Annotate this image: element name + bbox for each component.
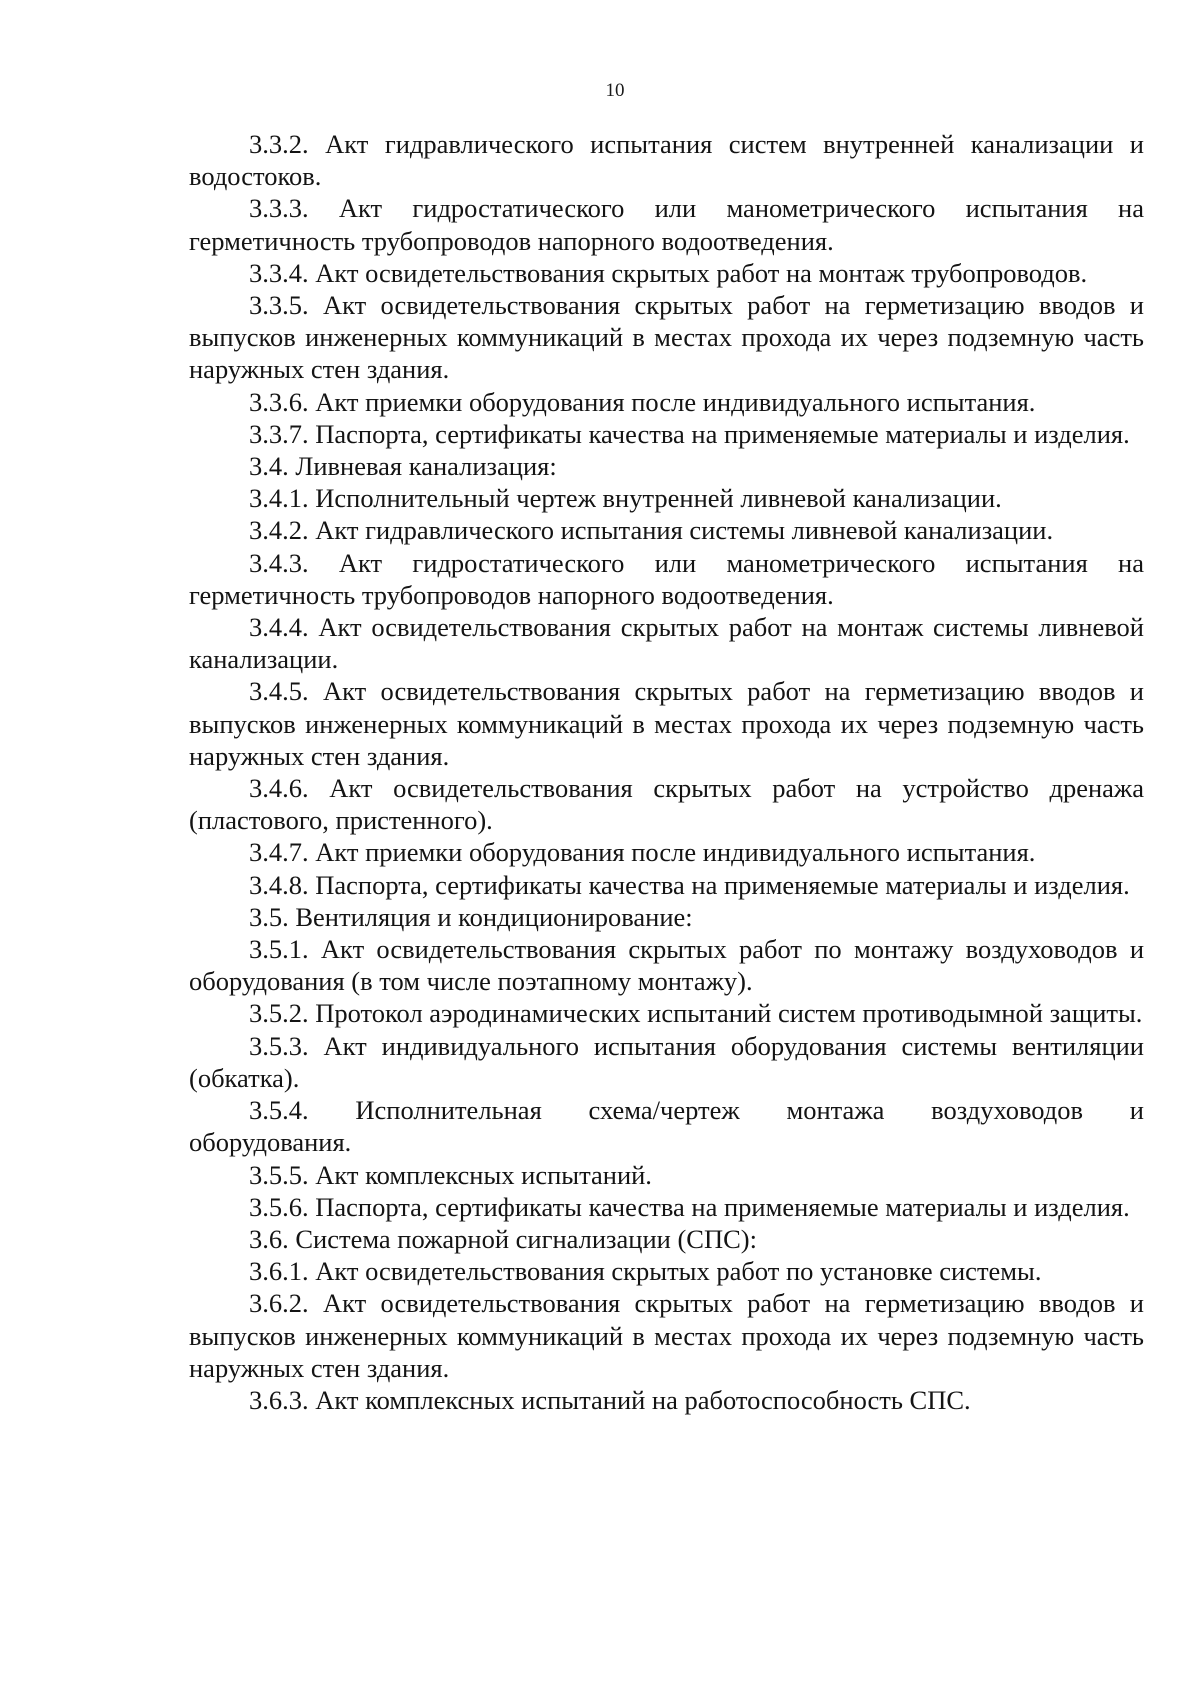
- paragraph-3-5-6: 3.5.6. Паспорта, сертификаты качества на применяемые материалы и изделия.: [249, 1191, 1130, 1222]
- paragraph-3-4-6: 3.4.6. Акт освидетельствования скрытых работ на устройство дренажа (пластового, пристенного).: [189, 773, 1144, 836]
- paragraph-3-5-4: 3.5.4. Исполнительная схема/чертеж монтажа воздуховодов и оборудования.: [189, 1095, 1144, 1158]
- paragraph-3-5-5: 3.5.5. Акт комплексных испытаний.: [249, 1159, 652, 1190]
- paragraph-3-6-3: 3.6.3. Акт комплексных испытаний на работоспособность СПС.: [249, 1384, 971, 1415]
- paragraph-3-4-4: 3.4.4. Акт освидетельствования скрытых работ на монтаж системы ливневой канализации.: [189, 612, 1144, 675]
- paragraph-3-4-5: 3.4.5. Акт освидетельствования скрытых работ на герметизацию вводов и выпусков инженерных коммуникаций в местах прохода их через подземную часть наружных стен здания.: [189, 676, 1144, 771]
- paragraph-3-4-2: 3.4.2. Акт гидравлического испытания системы ливневой канализации.: [249, 515, 1054, 546]
- paragraph-3-5-2: 3.5.2. Протокол аэродинамических испытаний систем противодымной защиты.: [249, 998, 1143, 1029]
- paragraph-3-4-7: 3.4.7. Акт приемки оборудования после индивидуального испытания.: [249, 837, 1036, 868]
- paragraph-3-4-3: 3.4.3. Акт гидростатического или манометрического испытания на герметичность трубопроводов напорного водоотведения.: [189, 547, 1144, 610]
- document-body: [189, 128, 1144, 1416]
- paragraph-3-5-1: 3.5.1. Акт освидетельствования скрытых работ по монтажу воздуховодов и оборудования (в том числе поэтапному монтажу).: [189, 934, 1144, 997]
- paragraph-3-3-5: 3.3.5. Акт освидетельствования скрытых работ на герметизацию вводов и выпусков инженерных коммуникаций в местах прохода их через подземную часть наружных стен здания.: [189, 290, 1144, 385]
- section-heading-3-5: 3.5. Вентиляция и кондиционирование:: [249, 901, 693, 932]
- paragraph-3-4-8: 3.4.8. Паспорта, сертификаты качества на применяемые материалы и изделия.: [249, 869, 1130, 900]
- section-heading-3-4: 3.4. Ливневая канализация:: [249, 451, 557, 482]
- section-heading-3-6: 3.6. Система пожарной сигнализации (СПС):: [249, 1223, 757, 1254]
- paragraph-3-6-2: 3.6.2. Акт освидетельствования скрытых работ на герметизацию вводов и выпусков инженерных коммуникаций в местах прохода их через подземную часть наружных стен здания.: [189, 1288, 1144, 1383]
- page-number: 10: [605, 80, 625, 101]
- paragraph-3-4-1: 3.4.1. Исполнительный чертеж внутренней ливневой канализации.: [249, 483, 1002, 514]
- paragraph-3-3-7: 3.3.7. Паспорта, сертификаты качества на применяемые материалы и изделия.: [249, 418, 1130, 449]
- paragraph-3-5-3: 3.5.3. Акт индивидуального испытания оборудования системы вентиляции (обкатка).: [189, 1030, 1144, 1093]
- paragraph-3-3-6: 3.3.6. Акт приемки оборудования после индивидуального испытания.: [249, 386, 1036, 417]
- paragraph-3-3-2: 3.3.2. Акт гидравлического испытания систем внутренней канализации и водостоков.: [189, 129, 1144, 192]
- paragraph-3-3-4: 3.3.4. Акт освидетельствования скрытых работ на монтаж трубопроводов.: [249, 257, 1088, 288]
- paragraph-3-6-1: 3.6.1. Акт освидетельствования скрытых работ по установке системы.: [249, 1256, 1042, 1287]
- paragraph-3-3-3: 3.3.3. Акт гидростатического или манометрического испытания на герметичность трубопроводов напорного водоотведения.: [189, 193, 1144, 256]
